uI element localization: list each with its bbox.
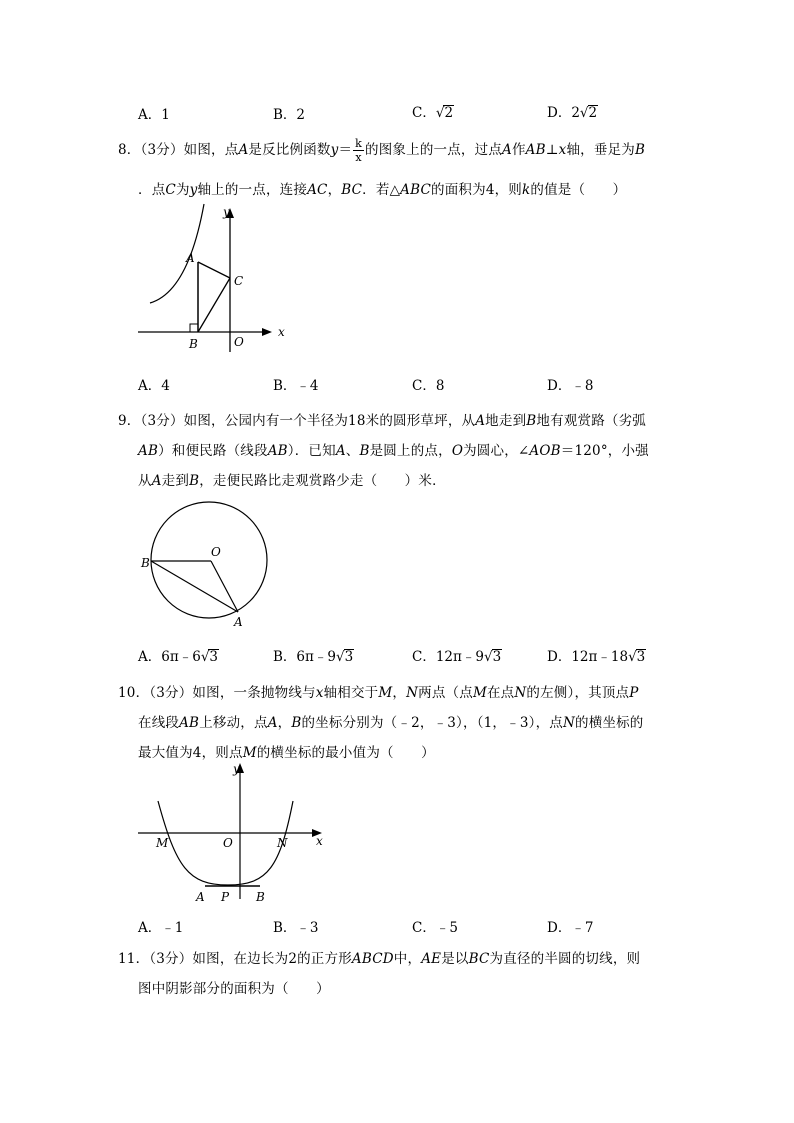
q8-fraction: $\frac{k}{x}$: [355, 137, 363, 164]
q9-circle: [151, 502, 267, 618]
q10-option-b[interactable]: B．﹣3: [273, 920, 319, 936]
q10-label-m: M: [156, 836, 169, 850]
q8-label-o: O: [234, 335, 244, 349]
q9-option-a[interactable]: A．6π﹣6√3: [138, 649, 219, 665]
q9-option-c[interactable]: C．12π﹣9√3: [412, 649, 502, 665]
q10-line-2: 在线段AB上移动，点A，B的坐标分别为（﹣2，﹣3），（1，﹣3），点N的横坐标的: [138, 715, 644, 731]
q11-line-1: 11．（3分）如图，在边长为2的正方形ABCD中，AE是以BC为直径的半圆的切线，则: [118, 951, 641, 967]
q10-label-o: O: [223, 836, 233, 850]
q8-line-2: ．点C为y轴上的一点，连接AC，BC．若△ABC的面积为4，则k的值是（ ）: [138, 182, 627, 198]
q10-line-3: 最大值为4，则点M的横坐标的最小值为（ ）: [138, 745, 435, 761]
q10-option-d[interactable]: D．﹣7: [547, 920, 594, 936]
q9-label-o: O: [211, 545, 221, 559]
q8-figure: [130, 200, 300, 360]
q9-line-1: 9．（3分）如图，公园内有一个半径为18米的圆形草坪，从A地走到B地有观赏路（劣弧: [118, 413, 647, 429]
q10-line-1: 10．（3分）如图，一条抛物线与x轴相交于M，N两点（点M在点N的左侧），其顶点P: [118, 685, 639, 701]
q11-line-2: 图中阴影部分的面积为（ ）: [138, 981, 330, 997]
q8-x-arrow: [262, 328, 272, 336]
q8-option-a[interactable]: A．4: [138, 378, 170, 394]
q7-option-a[interactable]: A．1: [138, 107, 170, 123]
q9-line-3: 从A走到B，走便民路比走观赏路少走（ ）米．: [138, 473, 446, 489]
q8-segment-ac: [198, 262, 230, 278]
q10-label-x: x: [316, 834, 323, 848]
q8-line-1: 8．（3分）如图，点A是反比例函数y＝ $\frac{k}{x}$ 的图象上的一点，过点A作AB⊥x轴，垂足为B: [118, 137, 646, 164]
q9-option-b[interactable]: B．6π﹣9√3: [273, 649, 354, 665]
q7-option-d[interactable]: D．2√2: [547, 105, 598, 121]
q8-label-a: A: [186, 251, 195, 265]
q8-hyperbola: [150, 204, 204, 303]
q9-label-a: A: [234, 615, 243, 629]
q10-label-n: N: [277, 836, 288, 850]
q8-option-c[interactable]: C．8: [412, 378, 445, 394]
q10-option-a[interactable]: A．﹣1: [138, 920, 184, 936]
q8-label-y: y: [223, 205, 230, 219]
q8-option-d[interactable]: D．﹣8: [547, 378, 594, 394]
q8-right-angle: [190, 324, 198, 332]
q10-label-a: A: [196, 890, 205, 904]
q9-option-d[interactable]: D．12π﹣18√3: [547, 649, 646, 665]
q8-option-b[interactable]: B．﹣4: [273, 378, 319, 394]
q10-label-b: B: [256, 890, 265, 904]
q7-option-c[interactable]: C．√2: [412, 105, 454, 121]
q8-label-x: x: [278, 325, 285, 339]
q10-option-c[interactable]: C．﹣5: [412, 920, 458, 936]
q9-figure: [135, 500, 280, 630]
q7-option-b[interactable]: B．2: [273, 107, 306, 123]
q10-label-p: P: [221, 890, 230, 904]
q8-label-c: C: [234, 274, 244, 288]
q10-figure: [130, 757, 330, 907]
q8-segment-bc: [198, 278, 230, 332]
q9-line-2: AB）和便民路（线段AB）．已知A、B是圆上的点，O为圆心，∠AOB＝120°，小强: [138, 443, 649, 459]
q8-label-b: B: [189, 337, 198, 351]
q10-label-y: y: [233, 762, 240, 776]
q9-label-b: B: [141, 556, 150, 570]
